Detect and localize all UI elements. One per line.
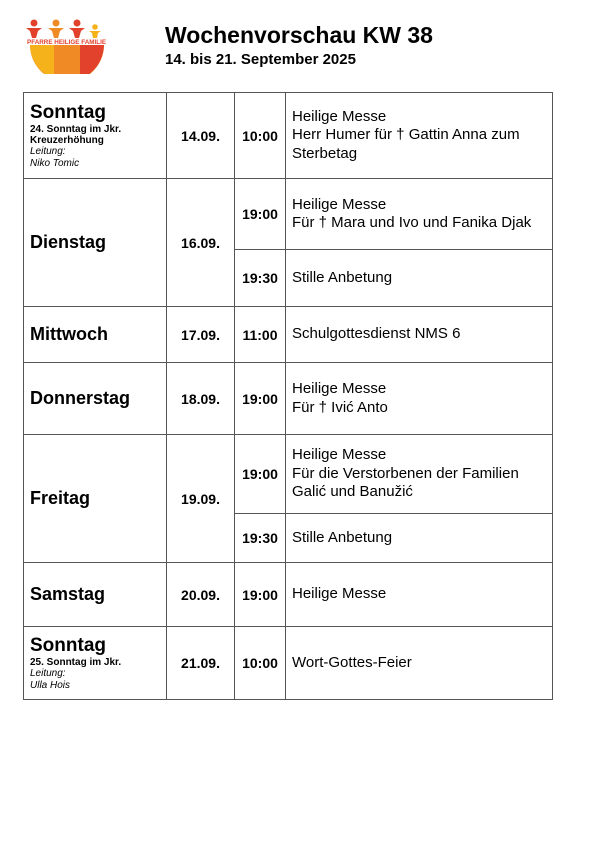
event-cell xyxy=(286,307,553,363)
event-line: Stille Anbetung xyxy=(292,268,393,286)
schedule-row xyxy=(24,307,553,363)
event-line: Schulgottesdienst NMS 6 xyxy=(292,325,461,343)
date-cell: 14.09. xyxy=(167,93,235,179)
event-line: Heilige Messe xyxy=(292,585,387,603)
day-cell xyxy=(24,627,167,700)
event-line: Heilige Messe xyxy=(292,107,387,125)
event-cell xyxy=(286,627,553,700)
event-line: Heilige Messe xyxy=(292,195,387,213)
day-cell xyxy=(24,93,167,179)
date-cell: 17.09. xyxy=(167,307,235,363)
leader-label: Leitung: xyxy=(30,145,66,157)
event-line: Galić und Banužić xyxy=(292,483,413,501)
time-cell: 19:00 xyxy=(235,179,286,250)
schedule-table xyxy=(23,92,553,700)
day-cell xyxy=(24,307,167,363)
time-cell: 19:30 xyxy=(235,250,286,307)
event-line: Heilige Messe xyxy=(292,380,387,397)
day-name: Samstag xyxy=(30,584,106,604)
event-line: Herr Humer für † Gattin Anna zum xyxy=(292,126,520,144)
day-name: Dienstag xyxy=(30,232,107,252)
day-name: Mittwoch xyxy=(30,324,108,344)
day-name: Freitag xyxy=(30,488,91,508)
event-line: Für die Verstorbenen der Familien xyxy=(292,464,519,482)
day-cell xyxy=(24,563,167,627)
page-subtitle: 14. bis 21. September 2025 xyxy=(165,51,356,68)
schedule-row xyxy=(24,435,553,514)
time-cell: 19:00 xyxy=(235,363,286,435)
event-cell xyxy=(286,179,553,250)
day-name: Sonntag xyxy=(30,101,106,123)
schedule-row xyxy=(24,563,553,627)
event-line: Stille Anbetung xyxy=(292,528,393,546)
time-cell: 19:30 xyxy=(235,514,286,563)
time-cell: 10:00 xyxy=(235,627,286,700)
schedule-row xyxy=(24,93,553,179)
leader-label: Leitung: xyxy=(30,667,66,679)
event-cell xyxy=(286,363,553,435)
leader-name: Ulla Hois xyxy=(30,679,71,691)
event-cell xyxy=(286,93,553,179)
time-cell: 19:00 xyxy=(235,435,286,514)
leader-name: Niko Tomic xyxy=(30,157,80,169)
liturgical-note: 25. Sonntag im Jkr. xyxy=(30,656,122,668)
time-cell: 10:00 xyxy=(235,93,286,179)
schedule-row xyxy=(24,179,553,250)
day-name: Sonntag xyxy=(30,634,106,656)
date-cell: 16.09. xyxy=(167,179,235,307)
date-cell: 20.09. xyxy=(167,563,235,627)
date-cell: 19.09. xyxy=(167,435,235,563)
event-line: Heilige Messe xyxy=(292,446,387,464)
liturgical-note: 24. Sonntag im Jkr. Kreuzerhöhung xyxy=(30,123,122,146)
day-cell xyxy=(24,179,167,307)
date-cell: 21.09. xyxy=(167,627,235,700)
event-cell xyxy=(286,435,553,514)
event-line: Sterbetag xyxy=(292,144,358,162)
event-cell xyxy=(286,563,553,627)
schedule-row xyxy=(24,363,553,435)
event-cell xyxy=(286,250,553,307)
day-cell xyxy=(24,363,167,435)
time-cell: 19:00 xyxy=(235,563,286,627)
logo-text: PFARRE HEILIGE FAMILIE xyxy=(27,39,107,46)
date-cell: 18.09. xyxy=(167,363,235,435)
event-cell xyxy=(286,514,553,563)
day-name: Donnerstag xyxy=(30,388,131,408)
event-line: Wort-Gottes-Feier xyxy=(292,653,412,671)
event-line: Für † Mara und Ivo und Fanika Djak xyxy=(292,214,532,231)
parish-logo xyxy=(24,18,110,74)
page-title: Wochenvorschau KW 38 xyxy=(165,22,433,48)
schedule-row xyxy=(24,627,553,700)
day-cell xyxy=(24,435,167,563)
time-cell: 11:00 xyxy=(235,307,286,363)
event-line: Für † Ivić Anto xyxy=(292,398,388,416)
